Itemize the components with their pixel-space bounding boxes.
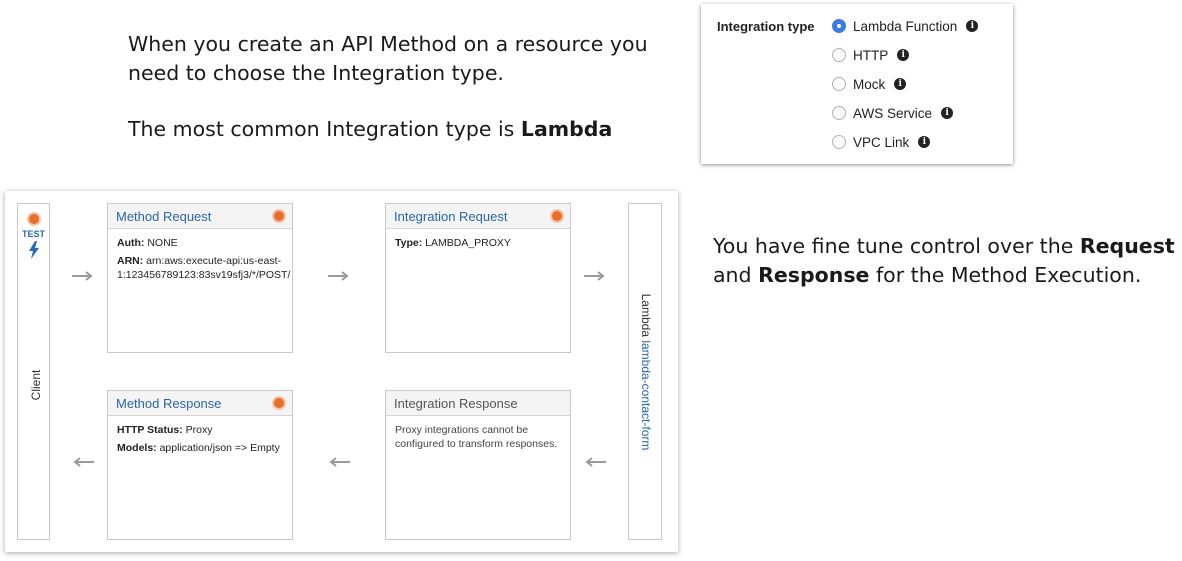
lambda-label: [639, 294, 653, 451]
method-response-header[interactable]: [108, 391, 292, 416]
info-icon[interactable]: i: [894, 78, 906, 90]
arrow-left-icon: [584, 457, 606, 467]
option-vpc-link[interactable]: [832, 132, 930, 152]
integration-type-label: Integration type: [717, 19, 815, 34]
integration-request-header[interactable]: [386, 204, 570, 229]
type-key: Type:: [395, 237, 423, 249]
radio-icon[interactable]: [832, 106, 846, 120]
method-execution-diagram: [5, 191, 678, 552]
arrow-right-icon: [328, 271, 350, 281]
auth-line: [117, 236, 283, 250]
radio-selected-icon[interactable]: [832, 19, 846, 33]
integration-request-box[interactable]: [385, 203, 571, 353]
control-response: Response: [758, 263, 870, 287]
option-label: HTTP: [853, 47, 889, 63]
option-lambda-function[interactable]: [832, 16, 978, 36]
status-dot-icon: [274, 211, 284, 221]
control-prefix: You have fine tune control over the: [713, 234, 1080, 258]
test-link[interactable]: TEST: [21, 229, 45, 239]
type-line: [395, 236, 561, 250]
arn-value: arn:aws:execute-api:us-east-1:123456789123:83sv19sfj3/*/POST/: [117, 255, 291, 281]
option-http[interactable]: [832, 45, 909, 65]
method-response-box[interactable]: [107, 390, 293, 540]
integration-request-title[interactable]: Integration Request: [394, 208, 508, 224]
common-type-prefix: The most common Integration type is: [128, 117, 521, 141]
control-and: and: [713, 263, 759, 287]
integration-response-header: [386, 391, 570, 416]
info-icon[interactable]: i: [897, 49, 909, 61]
arrow-left-icon: [72, 457, 94, 467]
intro-text: When you create an API Method on a resource you need to choose the Integration type.: [128, 32, 648, 85]
type-value: LAMBDA_PROXY: [422, 237, 511, 249]
arrow-left-icon: [328, 457, 350, 467]
proxy-note: Proxy integrations cannot be configured to transform responses.: [395, 424, 558, 450]
models-key: Models:: [117, 442, 157, 454]
auth-key: Auth:: [117, 237, 145, 249]
option-mock[interactable]: [832, 74, 906, 94]
client-label: Client: [29, 369, 43, 401]
radio-icon[interactable]: [832, 135, 846, 149]
status-line: [117, 423, 283, 437]
lambda-function-link[interactable]: lambda-contact-form: [639, 340, 653, 451]
common-type-text: [128, 115, 612, 144]
status-key: HTTP Status:: [117, 424, 183, 436]
arn-line: [117, 254, 291, 282]
method-response-title[interactable]: Method Response: [116, 395, 222, 411]
radio-icon[interactable]: [832, 77, 846, 91]
status-value: Proxy: [182, 424, 213, 436]
status-dot-icon: [29, 214, 39, 224]
arn-key: ARN:: [117, 255, 144, 267]
integration-response-title: Integration Response: [394, 395, 518, 411]
option-aws-service[interactable]: [832, 103, 953, 123]
client-column: [17, 203, 50, 540]
lightning-bolt-icon[interactable]: [26, 241, 42, 259]
arrow-right-icon: [72, 271, 94, 281]
models-line: [117, 441, 283, 455]
integration-type-panel: [701, 4, 1013, 164]
models-value: application/json => Empty: [156, 442, 280, 454]
lambda-column: [628, 203, 662, 540]
status-dot-icon: [552, 211, 562, 221]
integration-response-box: [385, 390, 571, 540]
info-icon[interactable]: i: [941, 107, 953, 119]
method-request-title[interactable]: Method Request: [116, 208, 212, 224]
info-icon[interactable]: i: [966, 20, 978, 32]
info-icon[interactable]: i: [918, 136, 930, 148]
control-request: Request: [1079, 234, 1175, 258]
option-label: Lambda Function: [853, 18, 958, 34]
status-dot-icon: [274, 398, 284, 408]
control-text: [713, 232, 1182, 290]
option-label: Mock: [853, 76, 886, 92]
common-type-bold: Lambda: [520, 117, 613, 141]
lambda-prefix: Lambda: [639, 293, 653, 341]
auth-value: NONE: [144, 237, 178, 249]
radio-icon[interactable]: [832, 48, 846, 62]
method-request-box[interactable]: [107, 203, 293, 353]
arrow-right-icon: [584, 271, 606, 281]
control-suffix: for the Method Execution.: [869, 263, 1142, 287]
option-label: VPC Link: [853, 134, 910, 150]
method-request-header[interactable]: [108, 204, 292, 229]
option-label: AWS Service: [853, 105, 933, 121]
